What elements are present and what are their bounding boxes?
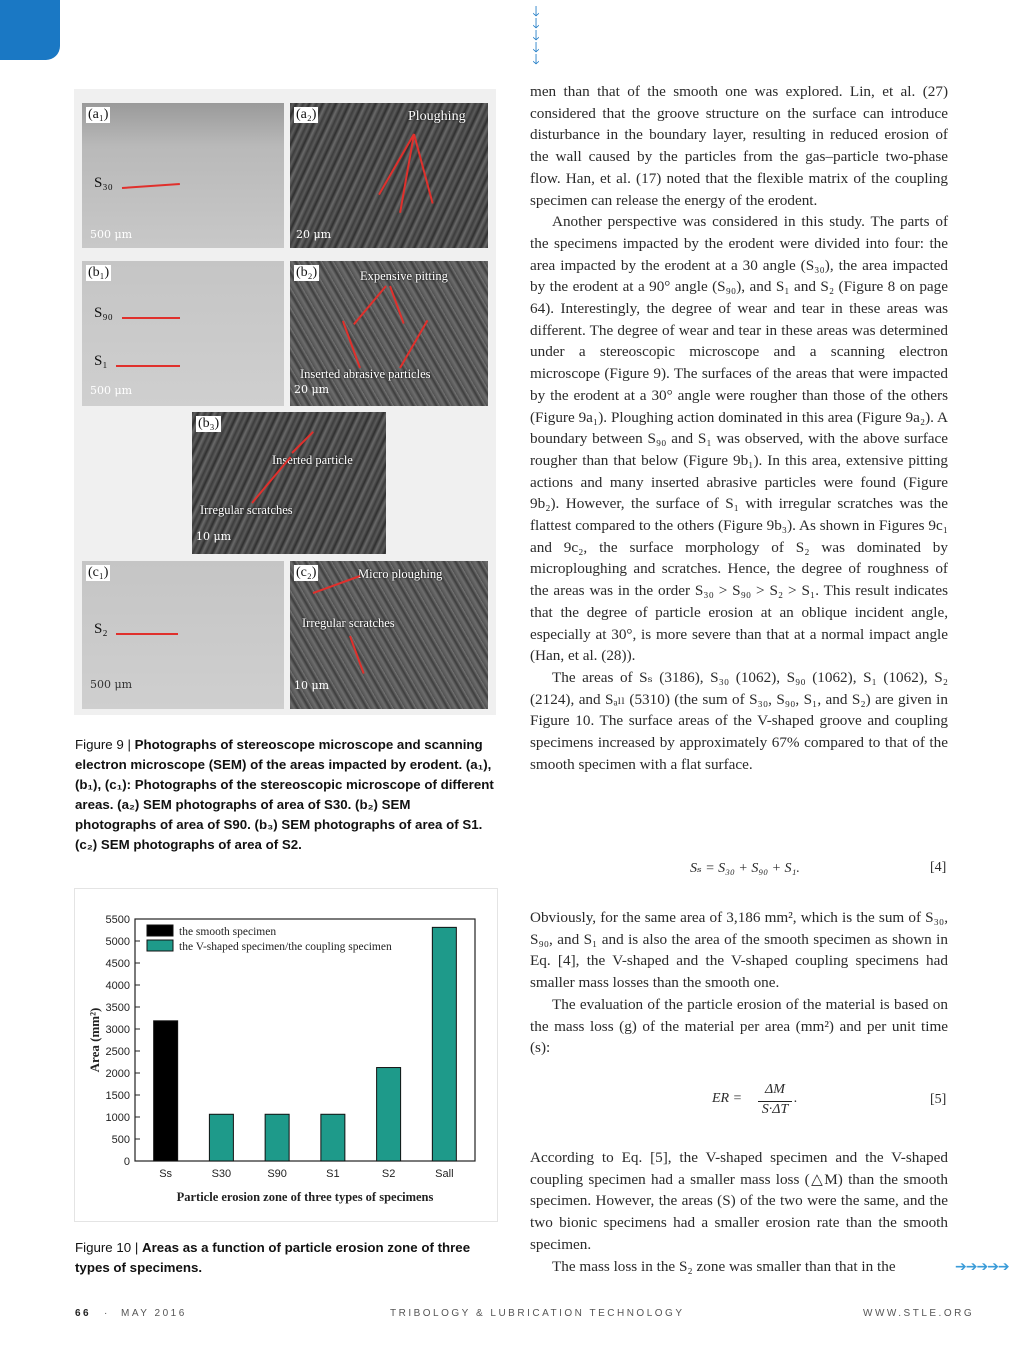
y-tick-label: 2500 bbox=[105, 1046, 130, 1058]
legend-label: the smooth specimen bbox=[179, 926, 277, 938]
scale-bar-b1: 500 μm bbox=[90, 384, 133, 397]
bar-s30 bbox=[209, 1114, 233, 1161]
annotation-inserted-particle: Inserted particle bbox=[272, 453, 353, 467]
y-tick-label: 5500 bbox=[105, 914, 130, 926]
footer-website: WWW.STLE.ORG bbox=[863, 1308, 975, 1319]
figure-9-caption-text: Photographs of stereoscope microscope and scanning electron microscope (SEM) of the areas impacted by erodent. (a₁), (b₁), (c₁): Photographs of the stereoscopic microscope of different areas. (a₂) SEM photographs of area of S30. (b₂) SEM photographs of area of S90. (b₃) SEM photographs of area of S1. (c₂) SEM photographs of area of S2. bbox=[75, 737, 494, 852]
x-tick-label: S30 bbox=[211, 1168, 232, 1180]
scale-bar-b3: 10 μm bbox=[196, 530, 232, 543]
annotation-irregular-scratches-c2: Irregular scratches bbox=[302, 616, 395, 630]
y-tick-label: 1500 bbox=[105, 1090, 130, 1102]
y-axis-label: Area (mm²) bbox=[87, 1007, 102, 1073]
figure-10-caption-lead: Figure 10 | bbox=[75, 1240, 143, 1255]
figure-9 bbox=[74, 89, 496, 715]
arrow bbox=[122, 317, 180, 319]
paragraph: The mass loss in the S₂ zone was smaller than that in the bbox=[552, 1257, 896, 1275]
annotation-expensive-pitting: Expensive pitting bbox=[360, 269, 448, 283]
panel-label-b3: (b₃) bbox=[198, 416, 220, 431]
scale-bar-c2: 10 μm bbox=[294, 679, 330, 692]
x-tick-label: Ss bbox=[159, 1168, 173, 1180]
panel-c2 bbox=[290, 561, 488, 709]
bar-chart bbox=[75, 889, 497, 1221]
y-tick-label: 0 bbox=[123, 1156, 130, 1168]
bar-s1 bbox=[321, 1114, 345, 1161]
y-tick-label: 4000 bbox=[105, 980, 130, 992]
continued-arrows-icon: 🡓 🡓 🡓 🡓 🡓 bbox=[532, 4, 540, 68]
panel-b1 bbox=[82, 261, 284, 406]
paragraph: men than that of the smooth one was explored. Lin, et al. (27) considered that the groove structure on the surface can introduce disturbance in the boundary layer, resulting in reduced erosion of the wall caused by the particles from the gas–particle two-phase flow. Han, et al. (17) noted that the flexible matrix of the coupling specimen can release the energy of the erodent. bbox=[530, 83, 948, 209]
footer-date: MAY 2016 bbox=[121, 1308, 187, 1319]
y-tick-label: 500 bbox=[111, 1134, 130, 1146]
arrow bbox=[389, 286, 405, 324]
arrow bbox=[349, 636, 365, 674]
bar-s2 bbox=[377, 1068, 401, 1161]
panel-b2 bbox=[290, 261, 488, 406]
equation-5-lhs: ER = bbox=[712, 1091, 743, 1106]
body-column-top bbox=[530, 81, 948, 776]
annotation-inserted-abrasive: Inserted abrasive particles bbox=[300, 367, 431, 381]
panel-label-a2: (a₂) bbox=[296, 107, 317, 122]
region-label-s1: S₁ bbox=[94, 353, 108, 369]
arrow bbox=[413, 134, 434, 204]
panel-label-b2: (b₂) bbox=[296, 265, 318, 280]
plot-frame bbox=[135, 919, 475, 1161]
equation-4-number: [4] bbox=[930, 860, 947, 875]
equation-5-number: [5] bbox=[930, 1092, 947, 1107]
y-tick-label: 1000 bbox=[105, 1112, 130, 1124]
panel-label-c2: (c₂) bbox=[296, 565, 317, 580]
arrow bbox=[342, 321, 361, 369]
continued-arrows-icon: ➔➔➔➔➔ bbox=[955, 1259, 1009, 1275]
arrow bbox=[116, 633, 178, 635]
x-axis-label: Particle erosion zone of three types of specimens bbox=[176, 1190, 434, 1204]
paragraph: According to Eq. [5], the V-shaped specimen and the V-shaped coupling specimen had a smaller mass loss (△M) than the smooth specimen. However, the areas (S) of the two were the same, and the two bionic specimens had a smaller erosion rate than the smooth specimen. bbox=[530, 1149, 948, 1253]
region-label-s30: S₃₀ bbox=[94, 175, 113, 191]
footer-separator: · bbox=[104, 1308, 110, 1319]
bar-ss bbox=[154, 1021, 178, 1161]
scale-bar-a2: 20 μm bbox=[296, 228, 332, 241]
x-tick-label: S1 bbox=[326, 1168, 340, 1180]
scale-bar-c1: 500 μm bbox=[90, 678, 133, 691]
panel-b3 bbox=[192, 412, 386, 554]
y-tick-label: 3000 bbox=[105, 1024, 130, 1036]
equation-5-numerator: ΔM bbox=[765, 1082, 785, 1097]
figure-9-caption-lead: Figure 9 | bbox=[75, 737, 135, 752]
figure-9-caption bbox=[75, 735, 495, 855]
legend-swatch bbox=[147, 940, 173, 951]
legend-label: the V-shaped specimen/the coupling specimen bbox=[179, 941, 392, 953]
arrow bbox=[313, 575, 361, 594]
panel-a1 bbox=[82, 103, 284, 248]
y-tick-label: 3500 bbox=[105, 1002, 130, 1014]
paragraph: Obviously, for the same area of 3,186 mm², which is the sum of S₃₀, S₉₀, and S₁ and is also the area of the smooth specimen as shown in Eq. [4], the V-shaped and the V-shaped coupling specimens had smaller mass losses than the smooth one. bbox=[530, 909, 948, 992]
figure-10-caption bbox=[75, 1238, 495, 1278]
equation-4: Sₛ = S₃₀ + S₉₀ + S₁. bbox=[690, 861, 800, 876]
x-tick-label: S2 bbox=[381, 1168, 396, 1180]
scale-bar-a1: 500 μm bbox=[90, 228, 133, 241]
panel-a2 bbox=[290, 103, 488, 248]
bar-s90 bbox=[265, 1114, 289, 1161]
panel-label-b1: (b₁) bbox=[88, 265, 110, 280]
arrow bbox=[399, 320, 428, 369]
panel-c1 bbox=[82, 561, 284, 709]
equation-5-denominator: S·ΔT bbox=[761, 1102, 789, 1117]
corner-tab bbox=[0, 0, 60, 60]
y-tick-label: 5000 bbox=[105, 936, 130, 948]
panel-label-a1: (a₁) bbox=[88, 107, 109, 122]
arrow bbox=[353, 285, 387, 325]
legend-swatch bbox=[147, 925, 173, 936]
paragraph: The evaluation of the particle erosion of the material is based on the mass loss (g) of the material per area (mm²) and per unit time (s): bbox=[530, 995, 948, 1057]
arrow bbox=[291, 431, 314, 454]
annotation-ploughing: Ploughing bbox=[408, 109, 466, 124]
scale-bar-b2: 20 μm bbox=[294, 383, 330, 396]
paragraph: Another perspective was considered in this study. The parts of the specimens impacted by the erodent were divided into four: the area impacted by the erodent at a 30 angle (S₃₀), the area impacted by the erodent at a 90° angle (S₉₀), and S₁ and S₂ (Figure 8 on page 64). Interestingly, the degree of wear and tear in these areas was different. The degree of wear and tear in these areas was determined under a stereoscopic microscope and a scanning electron microscope (Figure 9). The surfaces of the areas that were impacted by the erodent at a 30° angle were rougher than those of the others (Figure 9a₁). Ploughing action dominated in this area (Figure 9a₂). A boundary between S₉₀ and S₁ was observed, with the above surface rougher than that below (Figure 9b₁). In this area, extensive pitting actions and many inserted abrasive particles were found (Figure 9b₂). However, the surface of S₁ with irregular scratches was the flattest compared to the others (Figure 9b₃). As shown in Figures 9c₁ and 9c₂, the surface morphology of S₂ was dominated by microploughing and scratches. Hence, the degree of roughness of the areas was in the order S₃₀ > S₉₀ > S₂ > S₁. This result indicates that the degree of particle erosion at an oblique incident angle, especially at 30°, is more severe than that at a normal impact angle (Han, et al. (28)). bbox=[530, 213, 948, 665]
bar-sall bbox=[432, 927, 456, 1161]
figure-10-caption-text: Areas as a function of particle erosion zone of three types of specimens. bbox=[75, 1240, 471, 1275]
annotation-irregular-scratches-b3: Irregular scratches bbox=[200, 503, 293, 517]
y-tick-label: 4500 bbox=[105, 958, 130, 970]
page-number: 66 bbox=[75, 1308, 92, 1319]
region-label-s2: S₂ bbox=[94, 621, 108, 637]
body-column-bottom bbox=[530, 1147, 948, 1277]
arrow bbox=[122, 183, 180, 189]
footer-journal: TRIBOLOGY & LUBRICATION TECHNOLOGY bbox=[390, 1308, 685, 1319]
arrow bbox=[116, 365, 180, 367]
x-tick-label: S90 bbox=[267, 1168, 287, 1180]
panel-label-c1: (c₁) bbox=[88, 565, 109, 580]
body-column-mid bbox=[530, 907, 948, 1059]
figure-10 bbox=[74, 888, 498, 1222]
x-tick-label: Sall bbox=[435, 1168, 454, 1180]
y-tick-label: 2000 bbox=[105, 1068, 130, 1080]
paragraph: The areas of Sₛ (3186), S₃₀ (1062), S₉₀ (1062), S₁ (1062), S₂ (2124), and Sₐₗₗ (5310) (the sum of S₃₀, S₉₀, S₁, and S₂) are given in Figure 10. The surface areas of the V-shaped groove and coupling specimens increased by approximately 67% compared to that of the smooth specimen with a flat surface. bbox=[530, 668, 948, 773]
equation-5-dot: . bbox=[794, 1091, 798, 1106]
region-label-s90: S₉₀ bbox=[94, 305, 113, 321]
annotation-micro-ploughing: Micro ploughing bbox=[358, 567, 443, 581]
